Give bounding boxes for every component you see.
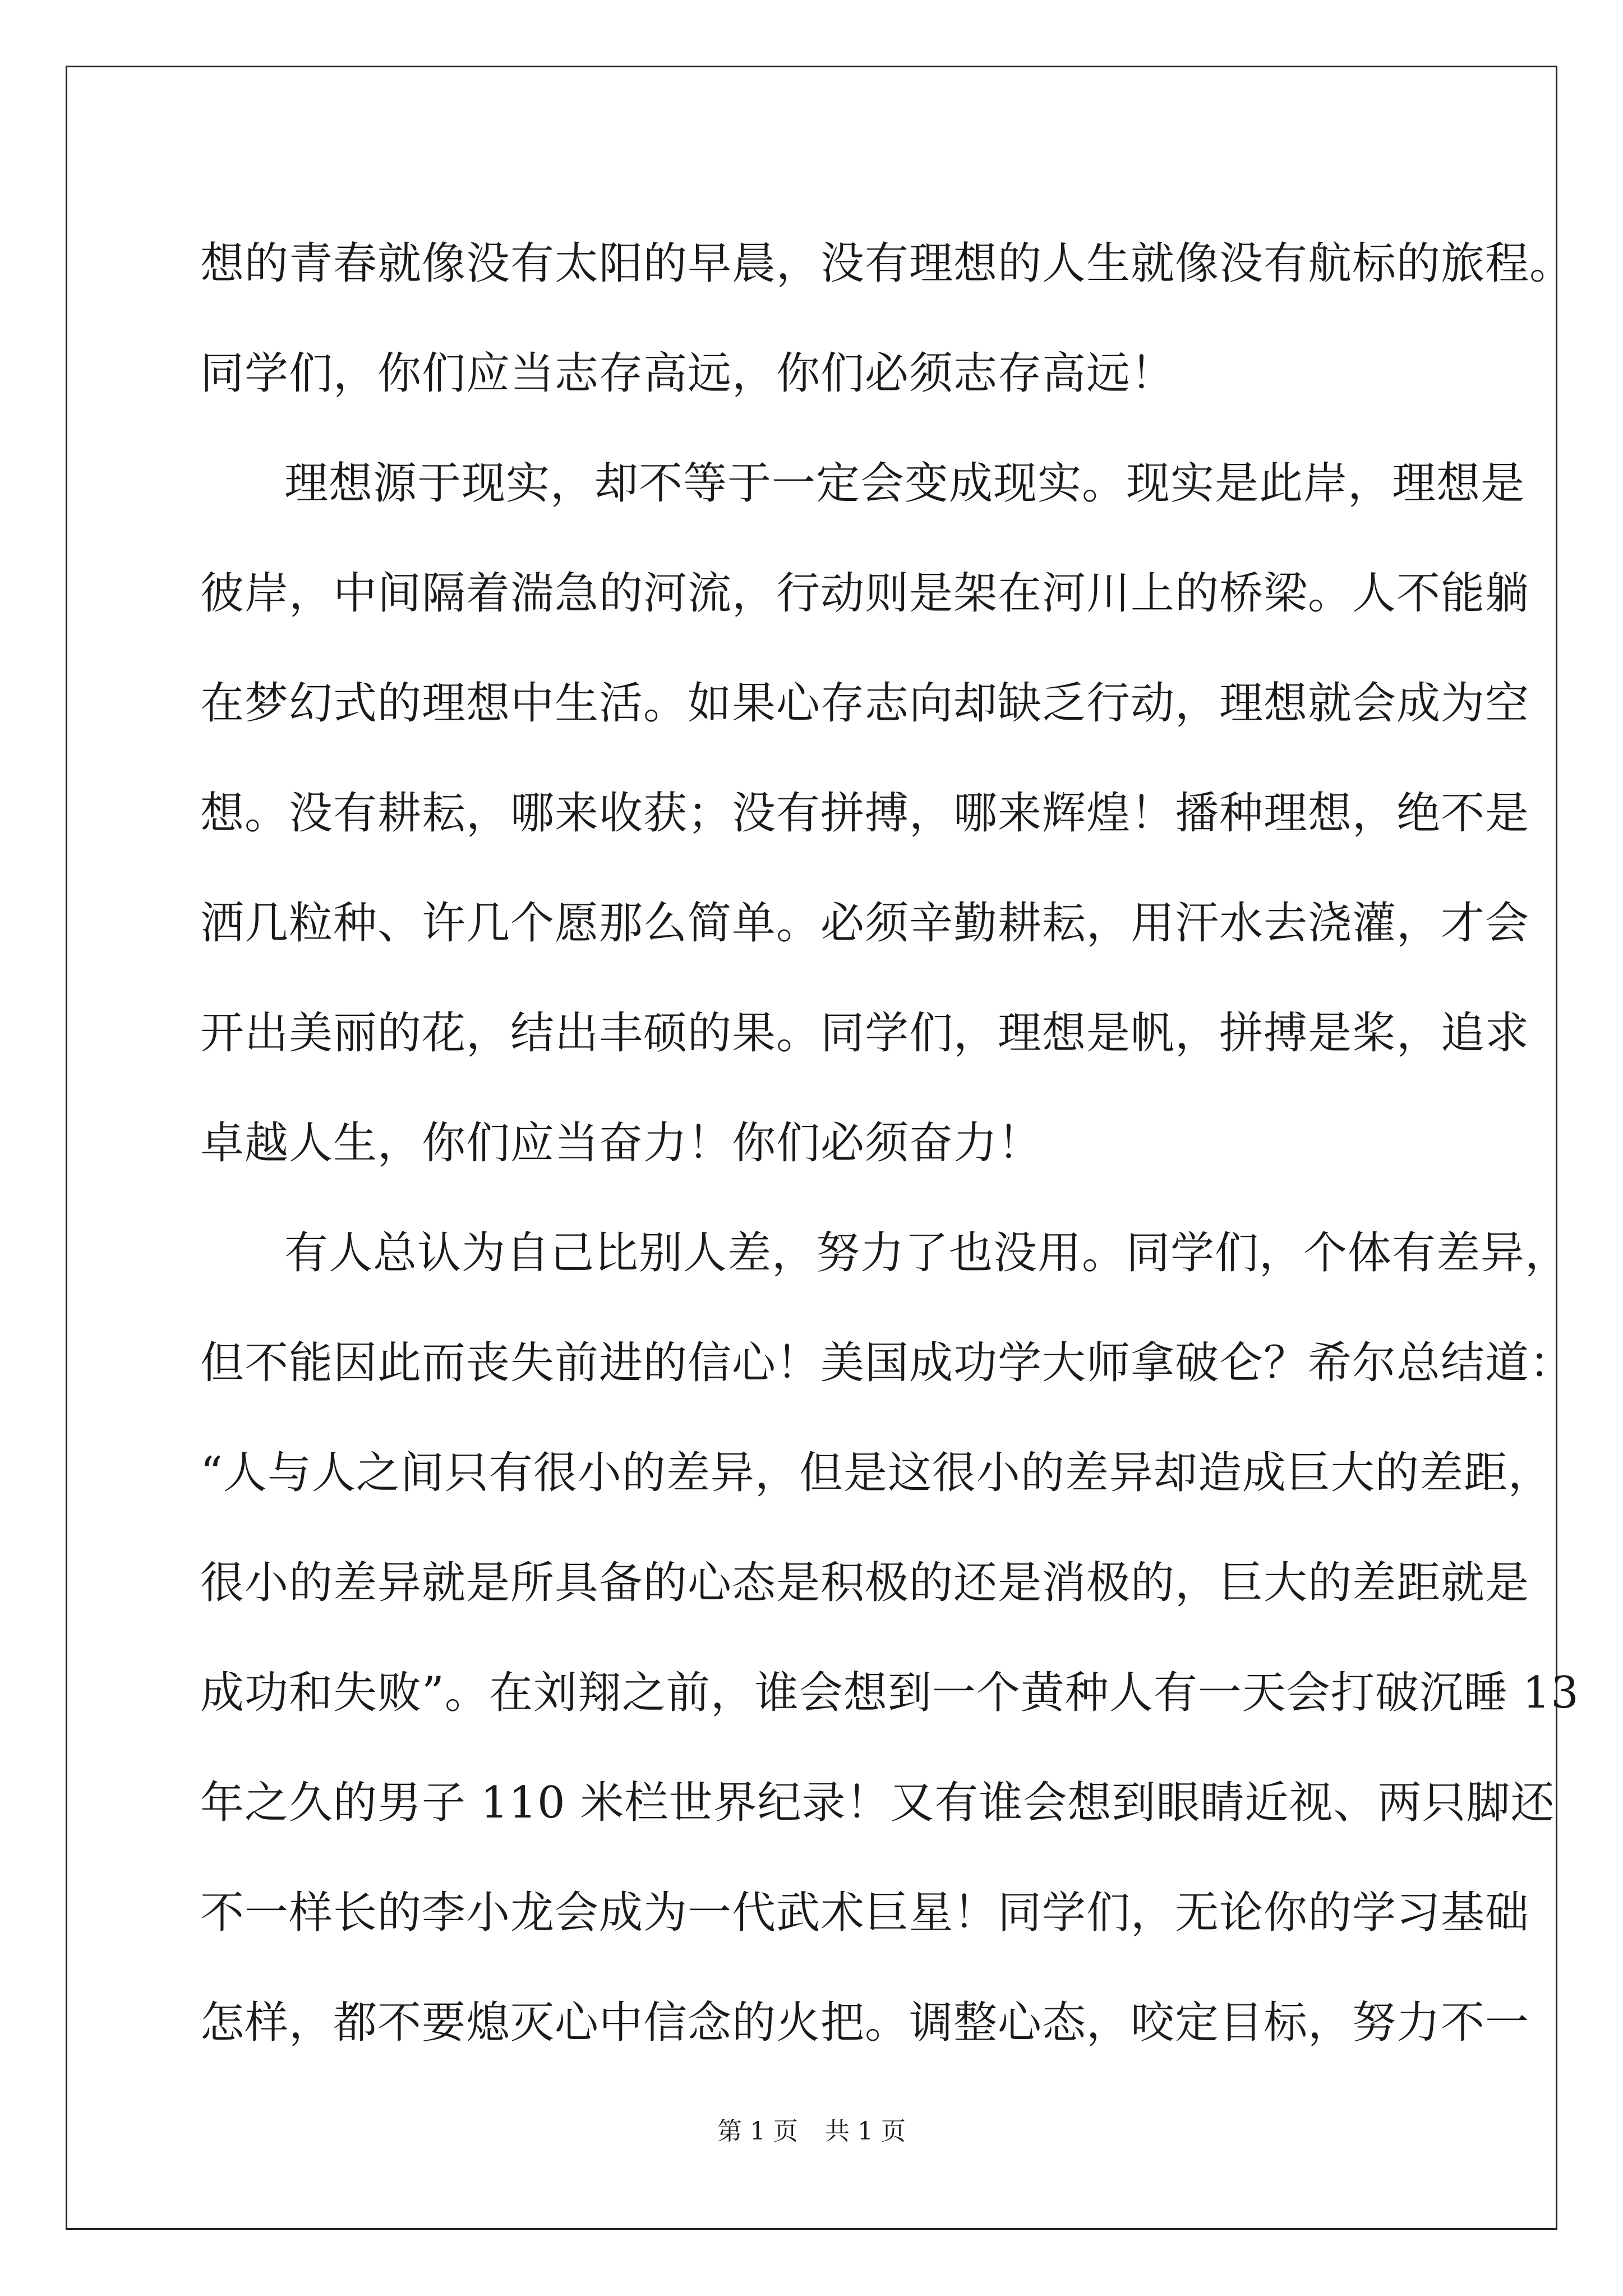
page-number: 第 1 页: [717, 2117, 798, 2146]
text-line: 开出美丽的花，结出丰硕的果。同学们，理想是帆，拼搏是桨，追求: [200, 1008, 1530, 1059]
text-line: 但不能因此而丧失前进的信心！美国成功学大师拿破仑？希尔总结道：: [200, 1338, 1574, 1388]
page-count: 共 1 页: [825, 2117, 906, 2146]
text-line: 在梦幻式的理想中生活。如果心存志向却缺乏行动，理想就会成为空: [200, 678, 1530, 729]
paragraph-start-line: 有人总认为自己比别人差，努力了也没用。同学们，个体有差异，: [284, 1228, 1570, 1278]
text-line: 想的青春就像没有太阳的早晨，没有理想的人生就像没有航标的旅程。: [200, 238, 1574, 289]
text-line: 想。没有耕耘，哪来收获；没有拼搏，哪来辉煌！播种理想，绝不是: [200, 788, 1530, 839]
body-text: [200, 209, 1579, 2078]
text-line: 年之久的男子 110 米栏世界纪录！又有谁会想到眼睛近视、两只脚还: [200, 1778, 1555, 1828]
text-line: 卓越人生，你们应当奋力！你们必须奋力！: [200, 1118, 1043, 1168]
text-line: 彼岸，中间隔着湍急的河流，行动则是架在河川上的桥梁。人不能躺: [200, 568, 1530, 619]
text-line: 成功和失败”。在刘翔之前，谁会想到一个黄种人有一天会打破沉睡 13: [200, 1668, 1579, 1718]
text-line: “人与人之间只有很小的差异，但是这很小的差异却造成巨大的差距，: [200, 1448, 1552, 1498]
paragraph-start-line: 理想源于现实，却不等于一定会变成现实。现实是此岸，理想是: [284, 458, 1525, 509]
page-footer: [0, 2115, 1623, 2148]
text-line: 同学们，你们应当志存高远，你们必须志存高远！: [200, 348, 1175, 399]
text-line: 洒几粒种、许几个愿那么简单。必须辛勤耕耘，用汗水去浇灌，才会: [200, 898, 1530, 949]
text-line: 不一样长的李小龙会成为一代武术巨星！同学们，无论你的学习基础: [200, 1888, 1530, 1938]
text-line: 怎样，都不要熄灭心中信念的火把。调整心态，咬定目标，努力不一: [200, 1998, 1530, 2048]
text-line: 很小的差异就是所具备的心态是积极的还是消极的，巨大的差距就是: [200, 1558, 1530, 1608]
